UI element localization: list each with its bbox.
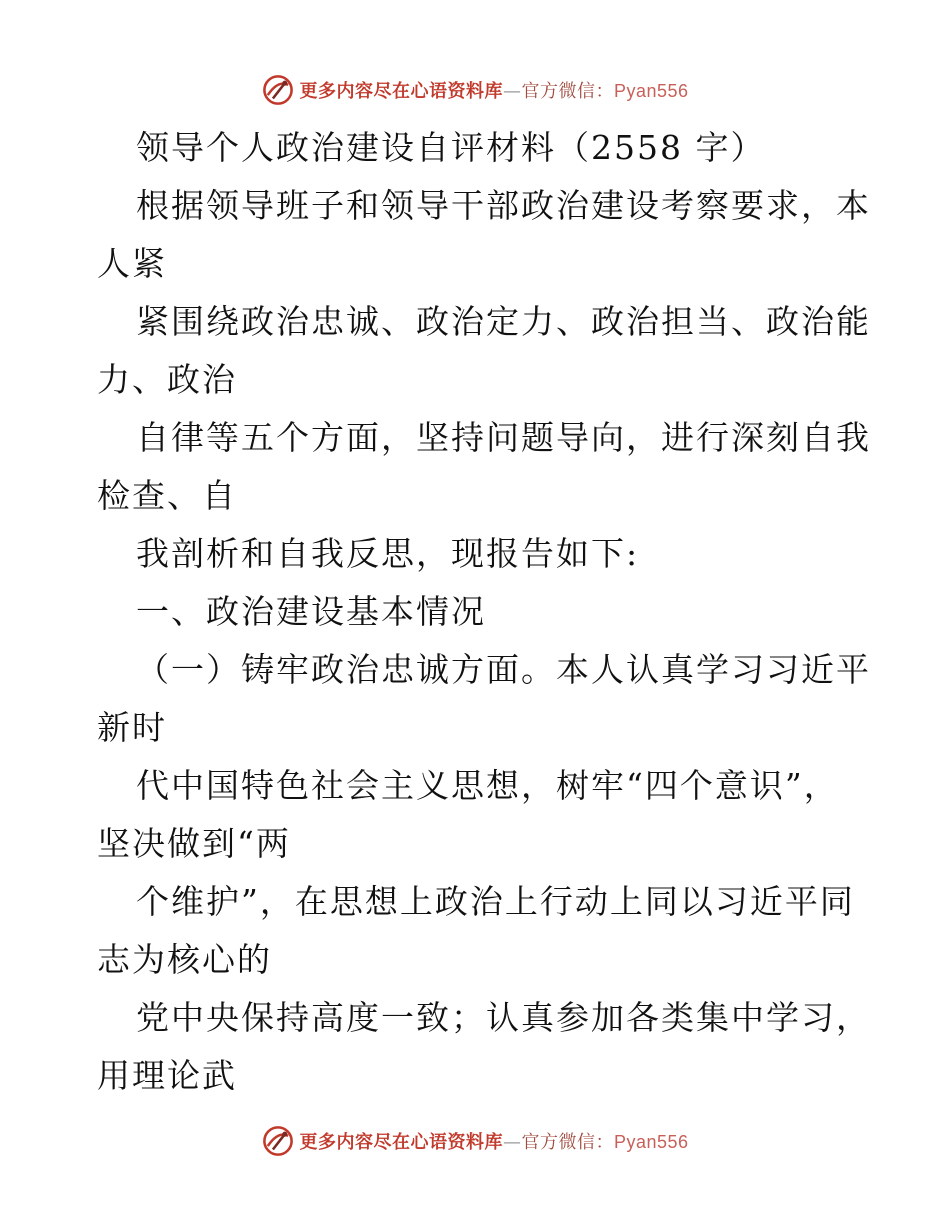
paragraph-line: 坚决做到“两 xyxy=(97,824,291,863)
subsection-heading: （一）铸牢政治忠诚方面。本人认真学习习近平 xyxy=(136,650,871,689)
watermark-label: 官方微信： xyxy=(521,1132,614,1153)
watermark-text xyxy=(299,77,688,103)
paragraph-line: 我剖析和自我反思，现报告如下: xyxy=(136,534,640,573)
paragraph-line: 志为核心的 xyxy=(97,940,272,979)
paragraph-line: 党中央保持高度一致；认真参加各类集中学习， xyxy=(136,998,871,1037)
paragraph-line: 力、政治 xyxy=(97,360,237,399)
watermark-separator: — xyxy=(502,81,522,102)
section-heading: 一、政治建设基本情况 xyxy=(136,592,486,631)
seal-logo-icon xyxy=(261,1124,295,1158)
document-title: 领导个人政治建设自评材料（2558 字） xyxy=(136,128,766,167)
paragraph-line: 检查、自 xyxy=(97,476,237,515)
watermark-text xyxy=(299,1128,688,1154)
paragraph-line: 代中国特色社会主义思想，树牢“四个意识”， xyxy=(136,766,839,805)
watermark-wechat-id: Pyan556 xyxy=(613,81,689,101)
watermark-brand: 更多内容尽在心语资料库 xyxy=(299,1132,503,1153)
paragraph-line: 用理论武 xyxy=(97,1056,237,1095)
paragraph-line: 人紧 xyxy=(97,244,167,283)
paragraph-line: 自律等五个方面，坚持问题导向，进行深刻自我 xyxy=(136,418,871,457)
footer-watermark xyxy=(0,1121,950,1161)
paragraph-line: 紧围绕政治忠诚、政治定力、政治担当、政治能 xyxy=(136,302,871,341)
header-watermark xyxy=(0,70,950,110)
watermark-separator: — xyxy=(502,1132,522,1153)
watermark-wechat-id: Pyan556 xyxy=(613,1132,689,1152)
paragraph-line: 根据领导班子和领导干部政治建设考察要求，本 xyxy=(136,186,871,225)
watermark-brand: 更多内容尽在心语资料库 xyxy=(299,81,503,102)
watermark-label: 官方微信： xyxy=(521,81,614,102)
paragraph-line: 个维护”，在思想上政治上行动上同以习近平同 xyxy=(136,882,855,921)
paragraph-line: 新时 xyxy=(97,708,167,747)
seal-logo-icon xyxy=(261,73,295,107)
